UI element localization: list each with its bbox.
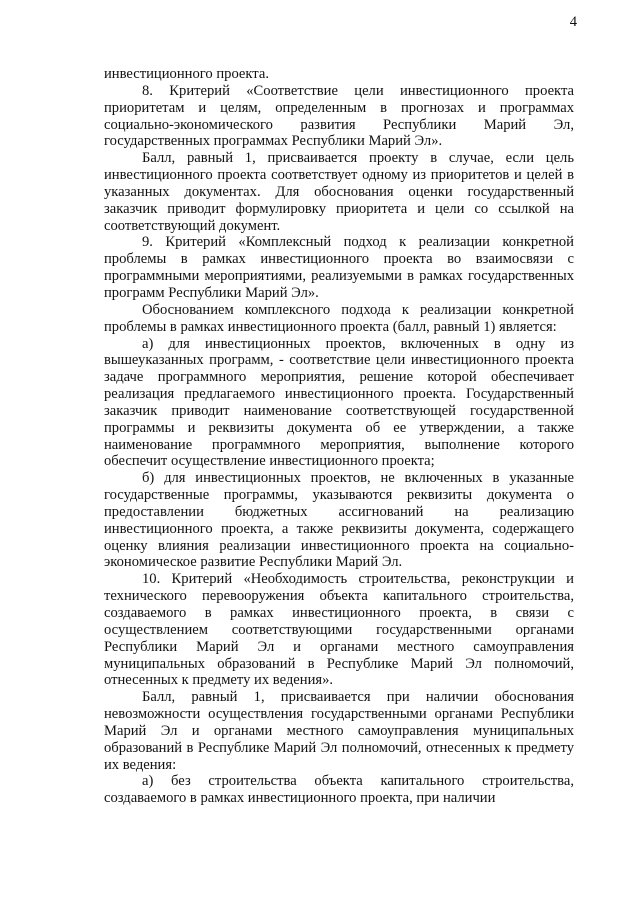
paragraph-criterion-8: 8. Критерий «Соответствие цели инвестиционного проекта приоритетам и целям, определенным в прогнозах и программах социально-экономического развития Республики Марий Эл, государственных программах Республики Марий Эл».	[104, 82, 574, 150]
paragraph-criterion-9-rationale: Обоснованием комплексного подхода к реализации конкретной проблемы в рамках инвестиционного проекта (балл, равный 1) является:	[104, 301, 574, 335]
paragraph-continuation: инвестиционного проекта.	[104, 66, 269, 82]
page-number: 4	[569, 14, 577, 30]
paragraph-item-a-2: а) без строительства объекта капитального строительства, создаваемого в рамках инвестиционного проекта, при наличии	[104, 773, 574, 807]
document-body	[104, 66, 574, 807]
paragraph-criterion-8-score: Балл, равный 1, присваивается проекту в случае, если цель инвестиционного проекта соответствует одному из приоритетов и целей в указанных документах. Для обоснования оценки государственный заказчик приводит формулировку приоритета и цели со ссылкой на соответствующий документ.	[104, 150, 574, 234]
paragraph-item-b: б) для инвестиционных проектов, не включенных в указанные государственные программы, указываются реквизиты документа о предоставлении бюджетных ассигнований на реализацию инвестиционного проекта, а также реквизиты документа, содержащего оценку влияния реализации инвестиционного проекта на социально-экономическое развитие Республики Марий Эл.	[104, 470, 574, 571]
paragraph-criterion-10-score: Балл, равный 1, присваивается при наличии обоснования невозможности осуществления государственными органами Республики Марий Эл и органами местного самоуправления муниципальных образований в Республике Марий Эл полномочий, отнесенных к предмету их ведения:	[104, 689, 574, 773]
paragraph-criterion-10: 10. Критерий «Необходимость строительства, реконструкции и технического перевооружения объекта капитального строительства, создаваемого в рамках инвестиционного проекта, в связи с осуществлением соответствующими государственными органами Республики Марий Эл и органами местного самоуправления муниципальных образований в Республике Марий Эл полномочий, отнесенных к предмету их ведения».	[104, 571, 574, 689]
paragraph-item-a: а) для инвестиционных проектов, включенных в одну из вышеуказанных программ, - соответствие цели инвестиционного проекта задаче программного мероприятия, решение которой обеспечивает реализация предлагаемого инвестиционного проекта. Государственный заказчик приводит наименование соответствующей государственной программы и реквизиты документа об ее утверждении, а также наименование программного мероприятия, выполнение которого обеспечит осуществление инвестиционного проекта;	[104, 335, 574, 470]
paragraph-criterion-9: 9. Критерий «Комплексный подход к реализации конкретной проблемы в рамках инвестиционного проекта во взаимосвязи с программными мероприятиями, реализуемыми в рамках государственных программ Республики Марий Эл».	[104, 234, 574, 301]
